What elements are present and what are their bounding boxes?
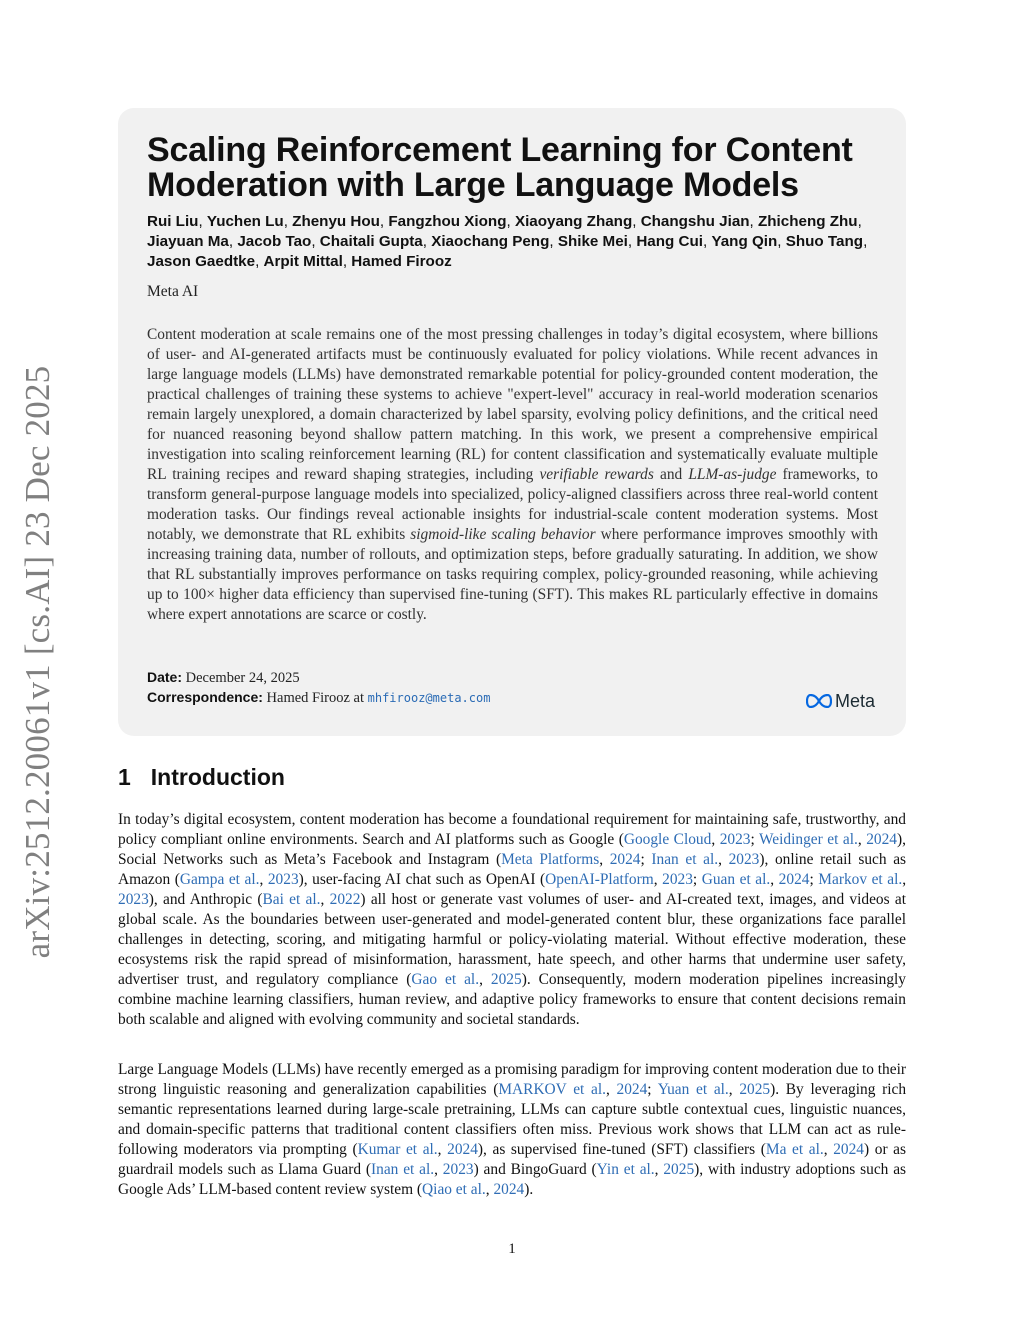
- citation-link[interactable]: Gampa et al.: [179, 871, 260, 888]
- author: Chaitali Gupta: [319, 233, 423, 250]
- citation-link[interactable]: Yin et al.: [596, 1161, 655, 1178]
- citation-link[interactable]: Kumar et al.: [357, 1141, 438, 1158]
- section-heading: 1 Introduction: [118, 764, 285, 790]
- page-number: 1: [508, 1241, 516, 1257]
- correspondence-label: Correspondence:: [147, 689, 263, 705]
- citation-link[interactable]: Ma et al.: [765, 1141, 824, 1158]
- arxiv-side-stamp: arXiv:2512.20061v1 [cs.AI] 23 Dec 2025: [18, 365, 57, 959]
- citation-link[interactable]: 2024: [609, 851, 641, 868]
- author: Xiaoyang Zhang: [514, 213, 633, 230]
- citation-link[interactable]: 2024: [866, 831, 897, 848]
- citation-link[interactable]: 2023: [662, 871, 693, 888]
- author: Zhicheng Zhu: [758, 213, 858, 230]
- correspondence-name: Hamed Firooz at: [266, 690, 368, 706]
- meta-logo: [806, 690, 875, 712]
- author: Jason Gaedtke: [147, 253, 256, 270]
- citation-link[interactable]: Inan et al.: [651, 851, 719, 868]
- author: Shuo Tang: [785, 233, 864, 250]
- citation-link[interactable]: 2025: [739, 1081, 771, 1098]
- author: Yang Qin: [711, 233, 778, 250]
- author: Fangzhou Xiong: [388, 213, 507, 230]
- citation-link[interactable]: Guan et al.: [701, 871, 771, 888]
- paper-title: Scaling Reinforcement Learning for Content Moderation with Large Language Models: [147, 131, 853, 204]
- citation-link[interactable]: 2023: [267, 871, 299, 888]
- citation-link[interactable]: Bai et al.: [262, 891, 321, 908]
- author: Zhenyu Hou: [292, 213, 380, 230]
- intro-paragraph: In today’s digital ecosystem, content moderation has become a foundational requirement for maintaining safe, trustworthy, and policy compliant online environments. Search and AI platforms such as Google (Google Cloud, 2023; Weidinger et al., 2024), Social Networks such as Meta’s Facebook and Instagram (Meta Platforms, 2024; Inan et al., 2023), online retail such as Amazon (Gampa et al., 2023), user-facing AI chat such as OpenAI (OpenAI-Platform, 2023; Guan et al., 2024; Markov et al., 2023), and Anthropic (Bai et al., 2022) all host or generate vast volumes of user- and AI-created text, images, and videos at global scale. As the boundaries between user-generated and model-generated content blur, these organizations face parallel challenges in detecting, scoring, and mitigating harmful or policy-violating material. Without effective moderation, these ecosystems risk the rapid spread of misinformation, harassment, hate speech, and other harms that undermine user safety, advertiser trust, and regulatory compliance (Gao et al., 2025). Consequently, modern moderation pipelines increasingly combine machine learning classifiers, human review, and adaptive policy frameworks to ensure that content decisions remain both scalable and aligned with evolving community and societal standards.: [118, 811, 907, 1028]
- author: Changshu Jian: [640, 213, 750, 230]
- citation-link[interactable]: 2024: [493, 1181, 525, 1198]
- affiliation: Meta AI: [147, 283, 199, 300]
- author-list: Rui Liu, Yuchen Lu, Zhenyu Hou, Fangzhou Xiong, Xiaoyang Zhang, Changshu Jian, Zhicheng Zhu, Jiayuan Ma, Jacob Tao, Chaitali Gupta, Xiaochang Peng, Shike Mei, Hang Cui, Yang Qin, Shuo Tang, Jason Gaedtke, Arpit Mittal, Hamed Firooz: [147, 213, 868, 270]
- date-row: [147, 669, 300, 687]
- author: Jiayuan Ma: [147, 233, 229, 250]
- citation-link[interactable]: Weidinger et al.: [759, 831, 858, 848]
- author: Rui Liu: [147, 213, 199, 230]
- citation-link[interactable]: 2023: [728, 851, 760, 868]
- author: Shike Mei: [557, 233, 628, 250]
- author: Jacob Tao: [237, 233, 312, 250]
- citation-link[interactable]: 2024: [447, 1141, 478, 1158]
- date-label: Date:: [147, 669, 183, 685]
- citation-link[interactable]: Google Cloud: [623, 831, 712, 848]
- citation-link[interactable]: 2022: [329, 891, 361, 908]
- intro-paragraph: Large Language Models (LLMs) have recently emerged as a promising paradigm for improving content moderation due to their strong linguistic reasoning and generalization capabilities (MARKOV et al., 2024; Yuan et al., 2025). By leveraging rich semantic representations learned during large-scale pretraining, LLMs can capture subtle contextual cues, linguistic nuances, and domain-specific patterns that traditional content classifiers often miss. Previous work shows that LLM can act as rule-following moderators via prompting (Kumar et al., 2024), as supervised fine-tuned (SFT) classifiers (Ma et al., 2024) or as guardrail models such as Llama Guard (Inan et al., 2023) and BingoGuard (Yin et al., 2025), with industry adoptions such as Google Ads’ LLM-based content review system (Qiao et al., 2024).: [118, 1061, 907, 1198]
- date-value: December 24, 2025: [185, 670, 300, 686]
- citation-link[interactable]: 2023: [118, 891, 149, 908]
- correspondence-row: [147, 689, 490, 707]
- citation-link[interactable]: 2023: [719, 831, 751, 848]
- citation-link[interactable]: 2023: [442, 1161, 474, 1178]
- abstract: Content moderation at scale remains one of the most pressing challenges in today’s digital ecosystem, where billions of user- and AI-generated artifacts must be continuously evaluated for policy violations. While recent advances in large language models (LLMs) have demonstrated remarkable potential for policy-grounded content moderation, the practical challenges of training these systems to achieve "expert-level" accuracy in real-world moderation scenarios remain largely unexplored, a domain characterized by label sparsity, evolving policy definitions, and the critical need for nuanced reasoning beyond shallow pattern matching. In this work, we present a comprehensive empirical investigation into scaling reinforcement learning (RL) for content classification and systematically evaluate multiple RL training recipes and reward shaping strategies, including verifiable rewards and LLM-as-judge frameworks, to transform general-purpose language models into specialized, policy-aligned classifiers across three real-world content moderation tasks. Our findings reveal actionable insights for industrial-scale content moderation systems. Most notably, we demonstrate that RL exhibits sigmoid-like scaling behavior where performance improves smoothly with increasing training data, number of rollouts, and optimization steps, before gradually saturating. In addition, we show that RL substantially improves performance on tasks requiring complex, policy-grounded reasoning, while achieving up to 100× higher data efficiency than supervised fine-tuning (SFT). This makes RL particularly effective in domains where expert annotations are scarce or costly.: [147, 326, 879, 623]
- citation-link[interactable]: OpenAI-Platform: [545, 871, 654, 888]
- citation-link[interactable]: 2024: [616, 1081, 648, 1098]
- author: Hang Cui: [636, 233, 703, 250]
- author: Yuchen Lu: [206, 213, 284, 230]
- author: Arpit Mittal: [263, 253, 343, 270]
- citation-link[interactable]: MARKOV et al.: [498, 1081, 606, 1098]
- citation-link[interactable]: Inan et al.: [371, 1161, 435, 1178]
- author: Hamed Firooz: [351, 253, 452, 270]
- citation-link[interactable]: 2024: [778, 871, 810, 888]
- citation-link[interactable]: Qiao et al.: [422, 1181, 486, 1198]
- citation-link[interactable]: Gao et al.: [411, 971, 480, 988]
- citation-link[interactable]: 2025: [490, 971, 522, 988]
- citation-link[interactable]: Markov et al.: [818, 871, 903, 888]
- meta-infinity-icon: [806, 694, 832, 708]
- correspondence-email-link[interactable]: mhfirooz@meta.com: [367, 691, 491, 705]
- citation-link[interactable]: Meta Platforms: [501, 851, 600, 868]
- citation-link[interactable]: 2025: [663, 1161, 695, 1178]
- citation-link[interactable]: Yuan et al.: [657, 1081, 729, 1098]
- citation-link[interactable]: 2024: [833, 1141, 864, 1158]
- meta-wordmark: Meta: [835, 690, 876, 711]
- author: Xiaochang Peng: [431, 233, 550, 250]
